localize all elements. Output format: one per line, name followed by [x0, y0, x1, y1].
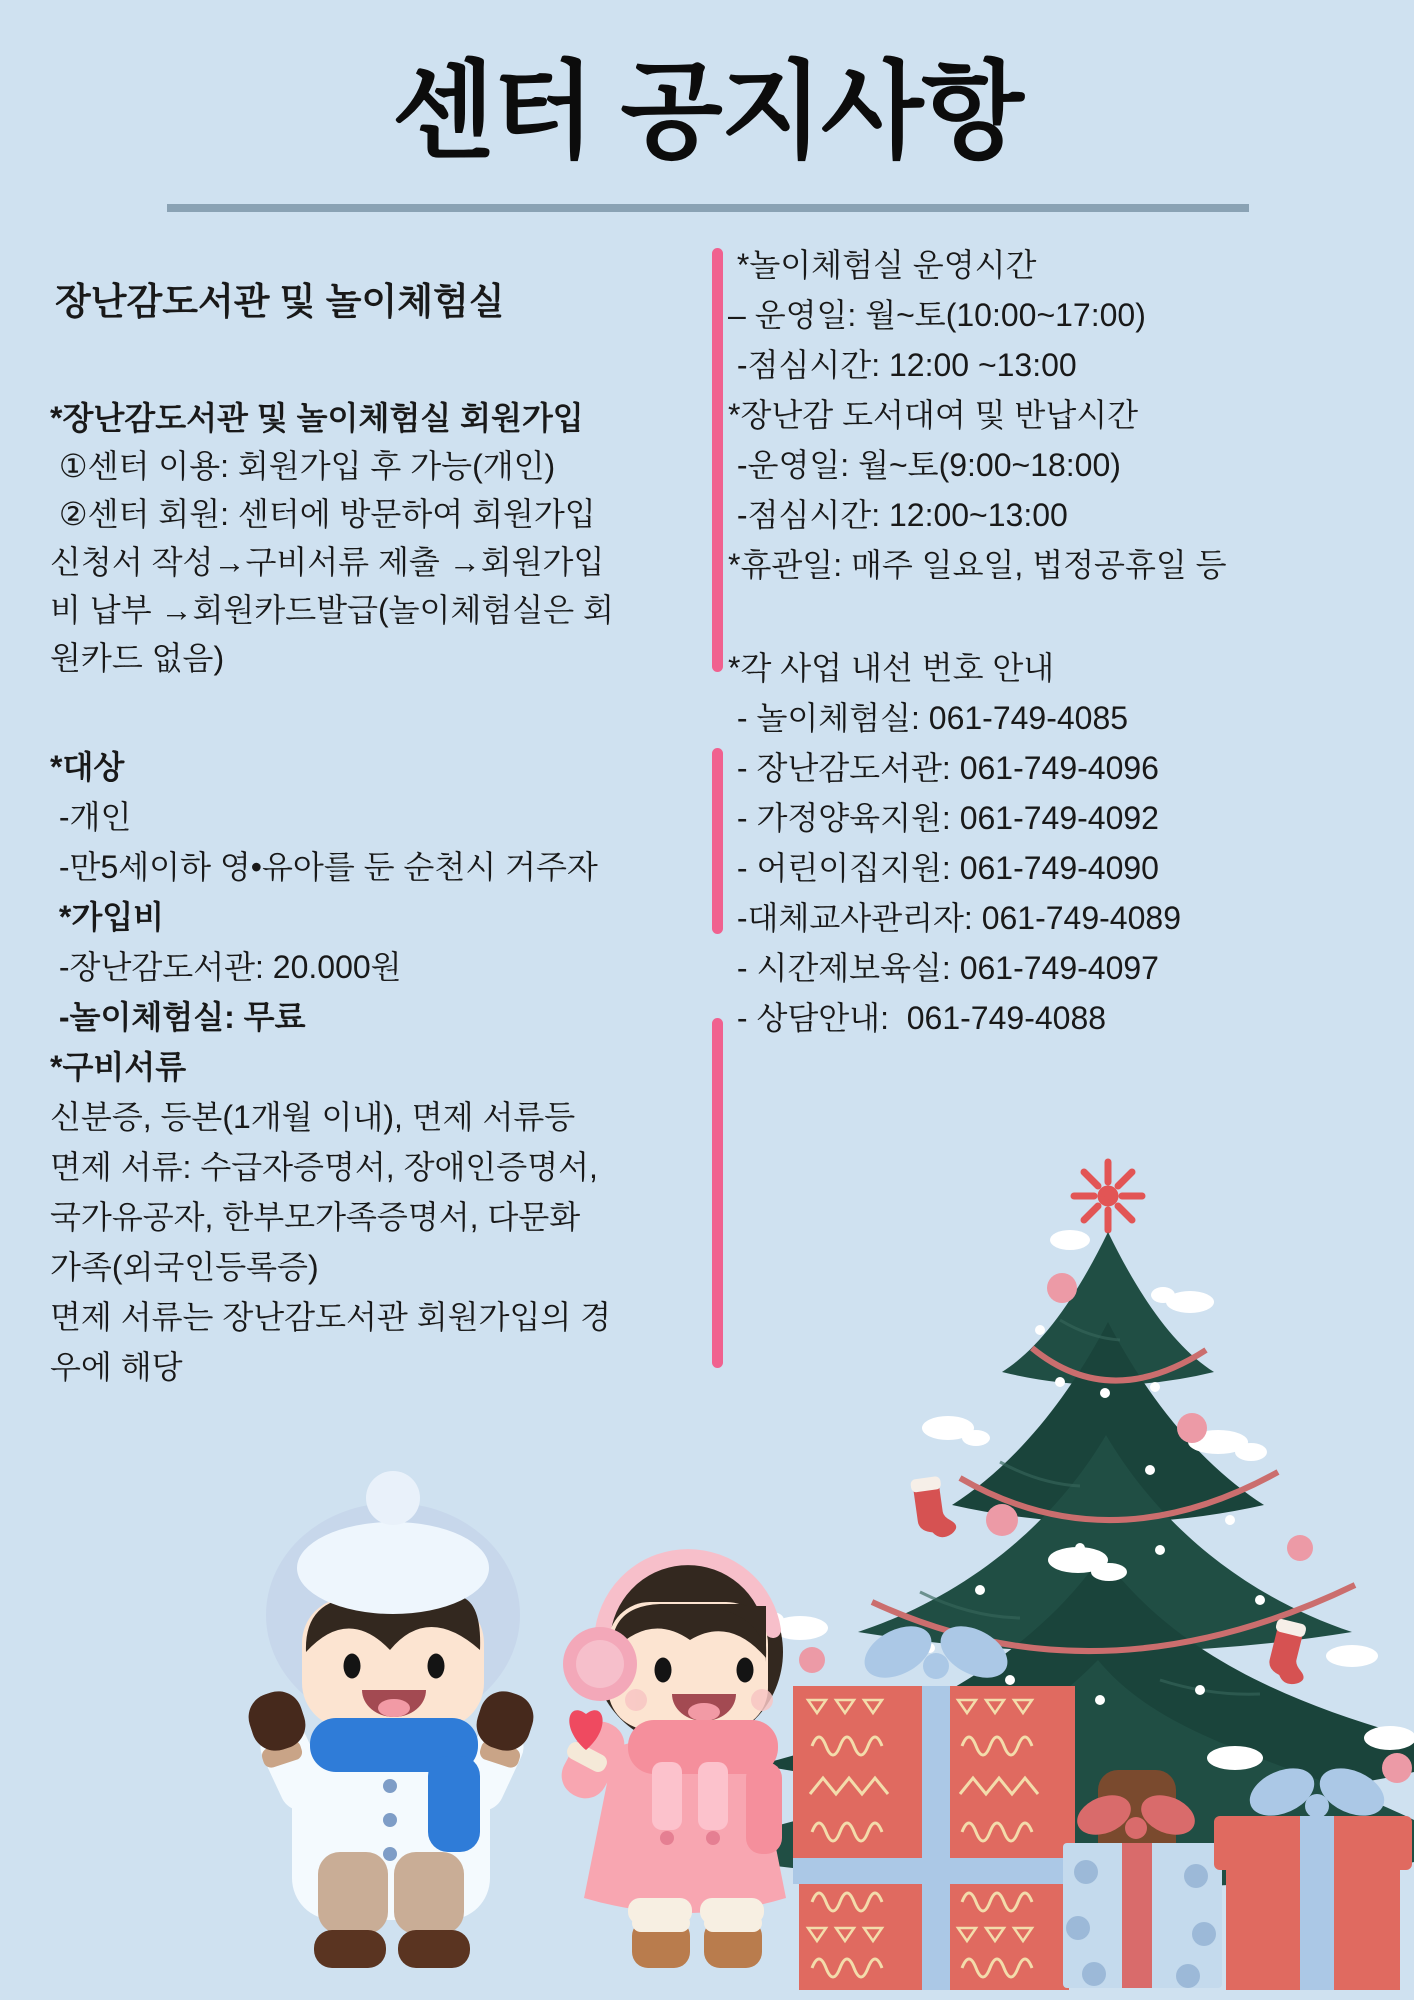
text-line: 신청서 작성→구비서류 제출 →회원가입: [50, 544, 605, 580]
text-line: - 시간제보육실: 061-749-4097: [728, 950, 1159, 986]
text-line: -점심시간: 12:00 ~13:00: [728, 347, 1077, 383]
text-line: -놀이체험실: 무료: [50, 999, 306, 1035]
tree-star-icon: [1074, 1162, 1142, 1230]
text-line: *장난감 도서대여 및 반납시간: [728, 397, 1139, 433]
text-line: - 장난감도서관: 061-749-4096: [728, 750, 1159, 786]
boy-hat-pompom: [366, 1471, 420, 1525]
text-line: ①센터 이용: 회원가입 후 가능(개인): [50, 448, 556, 484]
divider-bar-segment-top: [712, 248, 723, 672]
boy-shoes: [314, 1930, 470, 1968]
text-line: *장난감도서관 및 놀이체험실 회원가입: [50, 400, 584, 436]
girl-tongue: [688, 1703, 720, 1721]
stocking-ornament-icon: [910, 1475, 957, 1541]
text-line: 면제 서류: 수급자증명서, 장애인증명서,: [50, 1149, 598, 1185]
text-line: 우에 해당: [50, 1349, 183, 1385]
christmas-illustration: [0, 1100, 1414, 2000]
text-line: -장난감도서관: 20.000원: [50, 949, 402, 985]
section-heading-toy-library: 장난감도서관 및 놀이체험실: [55, 281, 505, 322]
page-title: 센터 공지사항: [392, 53, 1022, 171]
text-line: 원카드 없음): [50, 640, 225, 676]
text-line: 비 납부 →회원카드발급(놀이체험실은 회: [50, 592, 614, 628]
phone-directory-block: [728, 643, 1181, 1043]
text-line: -운영일: 월~토(9:00~18:00): [728, 447, 1121, 483]
text-line: - 가정양육지원: 061-749-4092: [728, 800, 1159, 836]
text-line: - 상담안내: 061-749-4088: [728, 1000, 1107, 1036]
operating-hours-block: [728, 240, 1227, 590]
girl-scarf-tail: [746, 1762, 782, 1854]
text-line: ②센터 회원: 센터에 방문하여 회원가입: [50, 496, 596, 532]
text-line: -만5세이하 영•유아를 둔 순천시 거주자: [50, 849, 598, 885]
text-line: *휴관일: 매주 일요일, 법정공휴일 등: [728, 547, 1227, 583]
text-line: *놀이체험실 운영시간: [728, 247, 1037, 283]
text-line: *각 사업 내선 번호 안내: [728, 650, 1055, 686]
text-line: *가입비: [50, 899, 165, 935]
text-line: 면제 서류는 장난감도서관 회원가입의 경: [50, 1299, 612, 1335]
text-line: 신분증, 등본(1개월 이내), 면제 서류등: [50, 1099, 576, 1135]
divider-bar-segment-middle: [712, 748, 723, 934]
boy-hat-dome: [297, 1522, 489, 1614]
membership-info-block: [50, 394, 614, 682]
text-line: 국가유공자, 한부모가족증명서, 다문화: [50, 1199, 581, 1235]
boy-scarf-tail: [428, 1756, 480, 1852]
text-line: -점심시간: 12:00~13:00: [728, 497, 1068, 533]
boy-tongue: [378, 1699, 410, 1717]
text-line: -대체교사관리자: 061-749-4089: [728, 900, 1181, 936]
text-line: - 어린이집지원: 061-749-4090: [728, 850, 1159, 886]
text-line: *대상: [50, 749, 125, 785]
boy-character: [242, 1471, 539, 1968]
text-line: - 놀이체험실: 061-749-4085: [728, 700, 1129, 736]
text-line: – 운영일: 월~토(10:00~17:00): [728, 297, 1146, 333]
text-line: *구비서류: [50, 1049, 187, 1085]
text-line: 가족(외국인등록증): [50, 1249, 319, 1285]
girl-character: [554, 1557, 786, 1968]
text-line: -개인: [50, 799, 132, 835]
title-underline: [167, 204, 1249, 212]
